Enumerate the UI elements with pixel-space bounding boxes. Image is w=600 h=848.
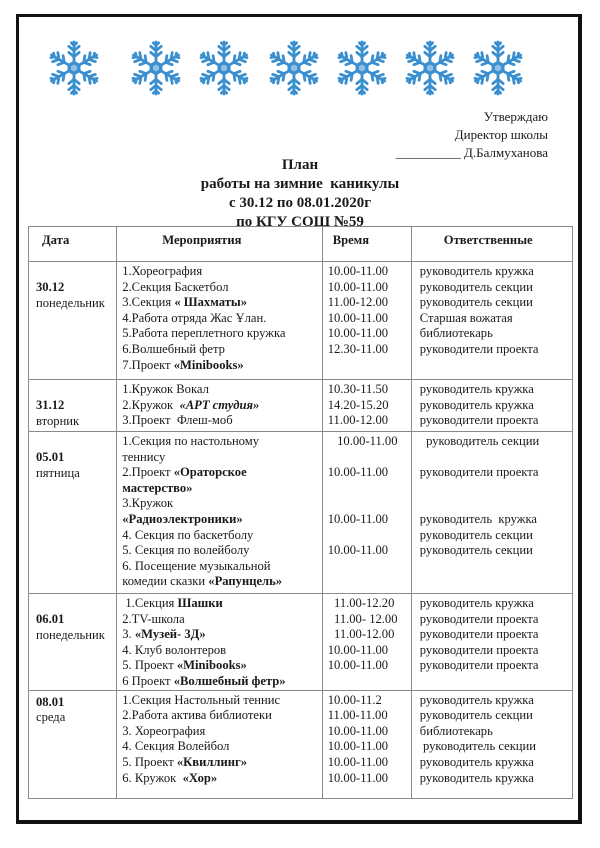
event-item <box>122 739 321 755</box>
time-value: 10.00-11.00 <box>327 723 389 738</box>
weekday-label: пятница <box>36 465 80 480</box>
responsible-value: руководитель кружка <box>419 596 534 610</box>
time-value: 10.00-11.00 <box>327 739 389 754</box>
responsible-value: руководитель секции <box>419 295 533 310</box>
responsible-value: руководитель кружка <box>419 382 534 396</box>
signature-blank: __________ <box>395 145 461 160</box>
date-cell <box>29 432 117 594</box>
event-item <box>122 311 321 327</box>
event-text: 6. Кружок <box>122 770 183 785</box>
event-item <box>122 559 321 575</box>
date-label: 31.12 <box>36 398 65 412</box>
event-item <box>122 342 321 358</box>
event-title: «Хор» <box>182 770 218 785</box>
time-cell <box>322 262 411 380</box>
time-value: 10.00-11.00 <box>327 326 389 341</box>
date-label: 30.12 <box>36 280 65 294</box>
document-title <box>0 156 600 232</box>
time-value <box>328 481 411 497</box>
event-item <box>122 574 321 590</box>
table-row <box>29 262 573 380</box>
time-value: 11.00-12.00 <box>327 295 389 310</box>
event-title: «Ораторское <box>173 465 247 480</box>
event-text: 2.Секция Баскетбол <box>122 279 229 294</box>
responsible-value: руководитель секции <box>419 279 533 294</box>
time-value: 11.00-12.20 <box>327 596 395 610</box>
event-title: «АРТ студия» <box>179 397 260 412</box>
event-text: 4. Клуб волонтеров <box>122 642 227 657</box>
weekday-label: понедельник <box>36 295 105 310</box>
event-text: 5. Секция по волейболу <box>122 543 250 558</box>
title-line-3: с 30.12 по 08.01.2020г <box>228 195 372 211</box>
responsible-value: руководители проекта <box>419 658 539 673</box>
table-row <box>29 690 573 798</box>
weekday-label: среда <box>36 710 66 725</box>
event-item <box>122 326 321 342</box>
event-text: комедии сказки <box>122 574 209 589</box>
events-cell <box>117 594 322 691</box>
event-text: 1.Хореография <box>122 264 203 278</box>
director-name: Д.Балмуханова <box>464 145 548 160</box>
header-events: Мероприятия <box>117 227 322 262</box>
responsible-cell <box>411 594 572 691</box>
event-text: 3.Проект Флеш-моб <box>122 413 233 428</box>
event-title: «Квиллинг» <box>176 754 248 769</box>
responsible-value: руководитель кружка <box>419 397 534 412</box>
event-text: 4.Работа отряда Жас Ұлан. <box>122 310 267 325</box>
event-text: 3. Хореография <box>122 723 206 738</box>
snowflake-icon <box>268 38 320 98</box>
event-title: Шашки <box>177 596 223 610</box>
schedule-table <box>28 226 573 799</box>
event-item <box>122 358 321 374</box>
snowflake-row <box>48 38 548 102</box>
time-cell <box>322 690 411 798</box>
event-item <box>122 450 321 466</box>
responsible-value <box>420 496 572 512</box>
responsible-cell <box>411 262 572 380</box>
title-line-2: работы на зимние каникулы <box>200 176 400 192</box>
responsible-value: руководитель кружка <box>419 692 534 707</box>
event-text: 2.Работа актива библиотеки <box>122 708 272 723</box>
time-cell <box>322 380 411 432</box>
event-title: «Minibooks» <box>176 658 247 673</box>
time-value: 11.00-12.00 <box>327 413 389 428</box>
time-value: 10.00-11.00 <box>327 770 389 785</box>
title-line-4: по КГУ СОШ №59 <box>236 214 364 230</box>
table-row <box>29 432 573 594</box>
responsible-value <box>420 450 572 466</box>
time-value <box>328 450 411 466</box>
date-cell <box>29 262 117 380</box>
time-value: 10.30-11.50 <box>327 382 389 396</box>
approval-block <box>396 108 548 162</box>
snowflake-icon <box>472 38 524 98</box>
event-item <box>122 543 321 559</box>
events-cell <box>117 432 322 594</box>
time-value: 10.00-11.00 <box>327 279 389 294</box>
time-value <box>328 559 411 575</box>
event-title: мастерство» <box>122 480 193 495</box>
responsible-value: Старшая вожатая <box>419 310 513 325</box>
responsible-value: руководители проекта <box>419 627 539 642</box>
table-row <box>29 380 573 432</box>
event-item <box>122 596 321 612</box>
event-title: «Волшебный фетр» <box>173 673 286 688</box>
event-text: 1.Кружок Вокал <box>122 382 209 396</box>
event-text: 6 Проект <box>122 673 174 688</box>
responsible-value: руководитель секции <box>419 527 533 542</box>
event-text: 3.Кружок <box>122 496 174 511</box>
responsible-value <box>420 481 572 497</box>
events-cell <box>117 262 322 380</box>
event-item <box>122 413 321 429</box>
event-text: 3.Секция <box>122 295 175 310</box>
responsible-value: руководитель секции <box>419 434 540 448</box>
event-text: 1.Секция Настольный теннис <box>122 692 281 707</box>
responsible-value: руководитель секции <box>419 543 533 558</box>
event-text: 1.Секция <box>122 596 178 610</box>
responsible-cell <box>411 380 572 432</box>
responsible-value: руководитель кружка <box>419 754 534 769</box>
responsible-cell <box>411 432 572 594</box>
event-text: 4. Секция по баскетболу <box>122 527 254 542</box>
event-item <box>122 612 321 628</box>
time-value: 10.00-11.00 <box>327 754 389 769</box>
responsible-cell <box>411 690 572 798</box>
header-responsible: Ответственные <box>411 227 572 262</box>
date-cell <box>29 690 117 798</box>
date-label: 05.01 <box>36 450 65 464</box>
responsible-value <box>420 559 572 575</box>
time-value: 10.00-11.00 <box>327 642 389 657</box>
time-value: 10.00-11.2 <box>327 692 382 707</box>
responsible-value: руководители проекта <box>419 341 539 356</box>
time-value: 10.00-11.00 <box>327 658 389 673</box>
events-cell <box>117 380 322 432</box>
responsible-value: руководитель секции <box>419 708 533 723</box>
time-value: 11.00-11.00 <box>327 708 388 723</box>
responsible-value <box>420 574 572 590</box>
time-value: 10.00-11.00 <box>327 543 389 558</box>
event-text: теннису <box>122 449 166 464</box>
responsible-value: руководитель кружка <box>419 770 534 785</box>
event-text: 2.TV-школа <box>122 611 185 626</box>
responsible-value: библиотекарь <box>419 723 493 738</box>
event-item <box>122 465 321 481</box>
event-item <box>122 398 321 414</box>
time-value <box>328 496 411 512</box>
table-header-row <box>29 227 573 262</box>
responsible-value: руководитель секции <box>419 739 537 754</box>
responsible-value: руководитель кружка <box>419 264 534 278</box>
event-text: 2.Кружок <box>122 397 180 412</box>
event-item <box>122 434 321 450</box>
event-item <box>122 643 321 659</box>
event-item <box>122 693 321 709</box>
event-item <box>122 755 321 771</box>
event-item <box>122 280 321 296</box>
time-cell <box>322 432 411 594</box>
event-item <box>122 674 321 690</box>
event-title: «Радиоэлектроники» <box>122 511 243 526</box>
header-time: Время <box>322 227 411 262</box>
time-value: 11.00-12.00 <box>327 627 395 642</box>
event-text: 1.Секция по настольному <box>122 434 260 448</box>
responsible-value: руководители проекта <box>419 611 539 626</box>
event-item <box>122 382 321 398</box>
event-title: «Рапунцель» <box>208 574 283 589</box>
weekday-label: вторник <box>36 413 80 428</box>
event-text: 2.Проект <box>122 465 174 480</box>
event-item <box>122 528 321 544</box>
responsible-value: руководители проекта <box>419 465 539 480</box>
event-title: «Музей- 3Д» <box>134 627 206 642</box>
event-text: 4. Секция Волейбол <box>122 739 230 754</box>
weekday-label: понедельник <box>36 627 105 642</box>
event-title: « Шахматы» <box>174 295 248 310</box>
event-text: 6.Волшебный фетр <box>122 341 225 356</box>
time-value: 10.00-11.00 <box>327 465 389 480</box>
date-cell <box>29 594 117 691</box>
time-value <box>328 574 411 590</box>
title-line-1: План <box>281 157 319 173</box>
snowflake-icon <box>48 38 100 98</box>
event-item <box>122 512 321 528</box>
time-cell <box>322 594 411 691</box>
snowflake-icon <box>198 38 250 98</box>
event-item <box>122 264 321 280</box>
event-item <box>122 708 321 724</box>
time-value: 14.20-15.20 <box>327 397 389 412</box>
event-text: 3. <box>122 627 135 642</box>
approval-heading: Утверждаю <box>483 109 548 124</box>
snowflake-icon <box>130 38 182 98</box>
event-item <box>122 496 321 512</box>
event-text: 5.Работа переплетного кружка <box>122 326 286 341</box>
event-text: 7.Проект <box>122 357 174 372</box>
date-cell <box>29 380 117 432</box>
event-item <box>122 658 321 674</box>
event-item <box>122 627 321 643</box>
approval-position: Директор школы <box>454 127 548 142</box>
responsible-value: руководитель кружка <box>419 511 537 526</box>
time-value: 11.00- 12.00 <box>327 611 398 626</box>
time-value: 10.00-11.00 <box>327 511 389 526</box>
event-item <box>122 724 321 740</box>
header-date: Дата <box>29 227 117 262</box>
event-text: 5. Проект <box>122 658 177 673</box>
event-item <box>122 295 321 311</box>
responsible-value: руководители проекта <box>419 642 539 657</box>
responsible-value: библиотекарь <box>419 326 493 341</box>
time-value <box>328 528 411 544</box>
event-item <box>122 771 321 787</box>
event-text: 5. Проект <box>122 754 177 769</box>
date-label: 06.01 <box>36 612 65 626</box>
snowflake-icon <box>404 38 456 98</box>
event-item <box>122 481 321 497</box>
time-value: 10.00-11.00 <box>327 264 389 278</box>
time-value: 12.30-11.00 <box>327 341 389 356</box>
date-label: 08.01 <box>36 694 65 709</box>
time-value: 10.00-11.00 <box>327 434 398 448</box>
event-text: 6. Посещение музыкальной <box>122 558 271 573</box>
table-row <box>29 594 573 691</box>
time-value: 10.00-11.00 <box>327 310 389 325</box>
snowflake-icon <box>336 38 388 98</box>
responsible-value: руководители проекта <box>419 413 539 428</box>
event-title: «Minibooks» <box>173 357 244 372</box>
events-cell <box>117 690 322 798</box>
